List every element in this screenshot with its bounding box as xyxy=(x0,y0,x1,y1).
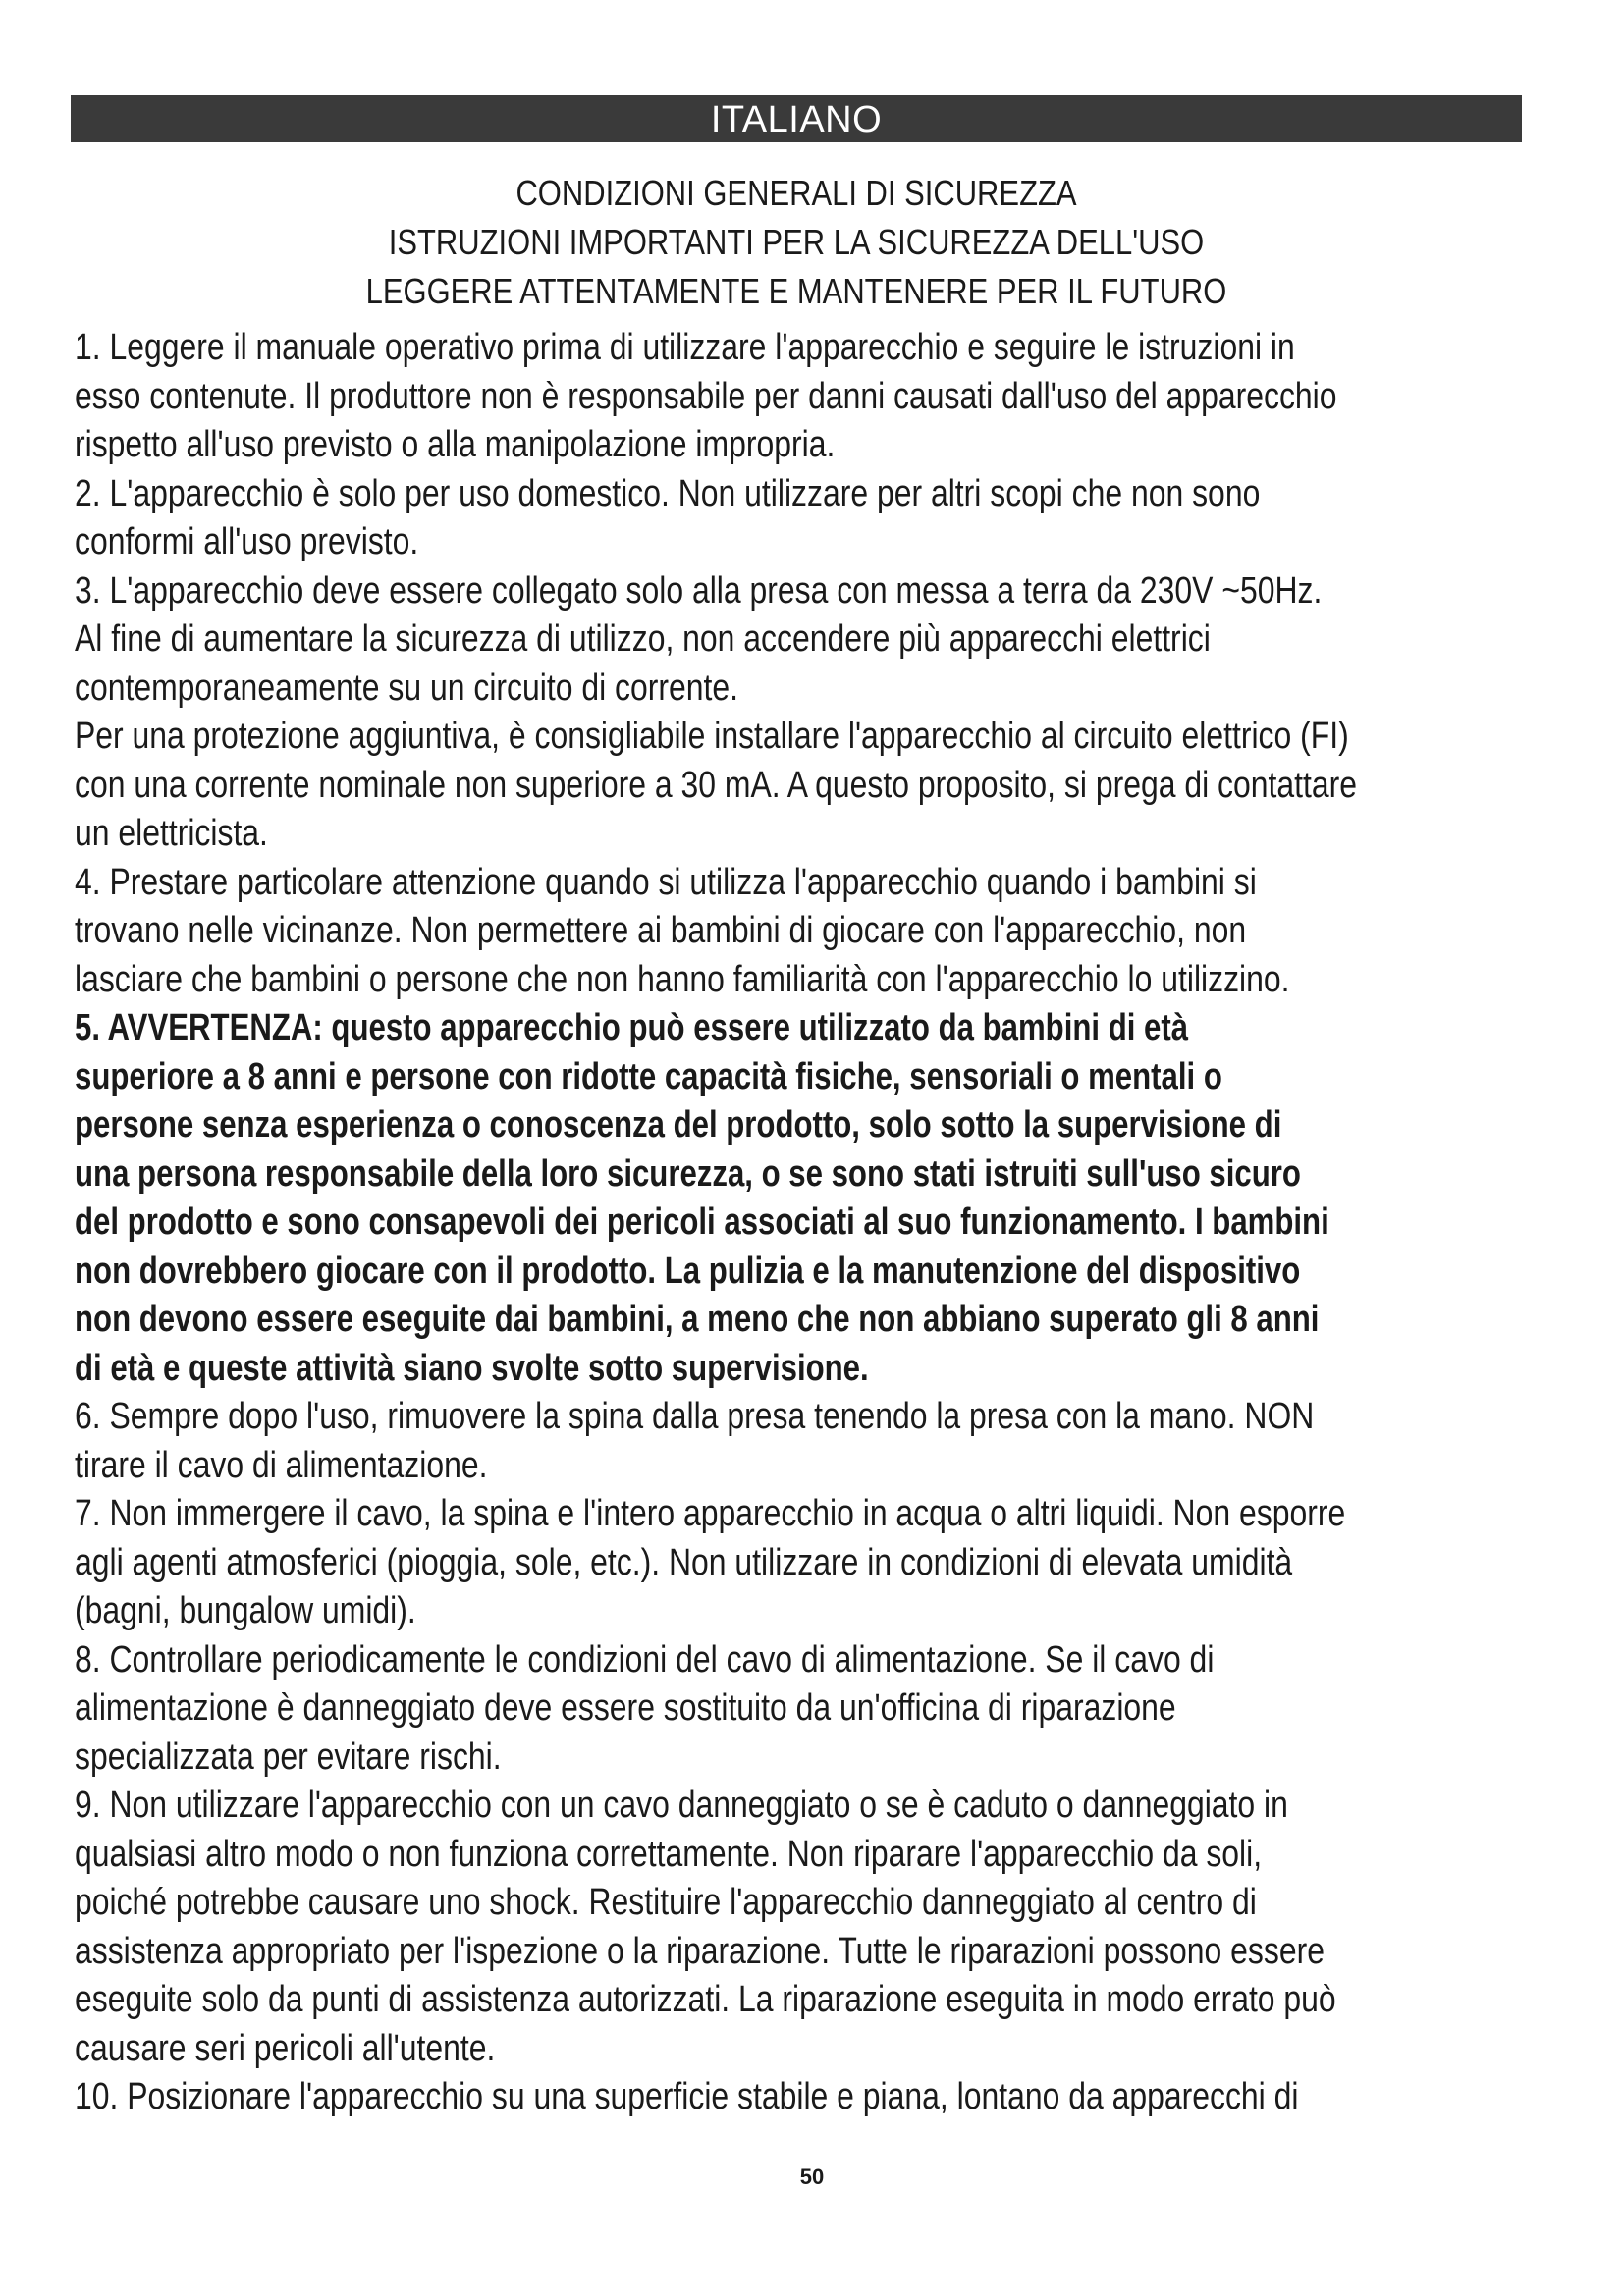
warning-text-line: non devono essere eseguite dai bambini, a meno che non abbiano superato gli 8 anni xyxy=(75,1299,1320,1340)
heading-general-safety: CONDIZIONI GENERALI DI SICUREZZA xyxy=(515,173,1077,213)
instruction-text-line: 4. Prestare particolare attenzione quando si utilizza l'apparecchio quando i bambini si xyxy=(75,861,1257,903)
instruction-text-line: 7. Non immergere il cavo, la spina e l'intero apparecchio in acqua o altri liquidi. Non esporre xyxy=(75,1493,1346,1534)
instruction-text-line: qualsiasi altro modo o non funziona correttamente. Non riparare l'apparecchio da soli, xyxy=(75,1833,1263,1875)
instruction-text-line: trovano nelle vicinanze. Non permettere ai bambini di giocare con l'apparecchio, non xyxy=(75,910,1247,951)
warning-text-line: superiore a 8 anni e persone con ridotte capacità fisiche, sensoriali o mentali o xyxy=(75,1055,1222,1097)
instruction-text-line: agli agenti atmosferici (pioggia, sole, etc.). Non utilizzare in condizioni di elevata umidità xyxy=(75,1541,1293,1583)
instruction-text-line: esso contenute. Il produttore non è responsabile per danni causati dall'uso del apparecchio xyxy=(75,375,1337,417)
instruction-text-line: rispetto all'uso previsto o alla manipolazione impropria. xyxy=(75,424,836,465)
language-banner: ITALIANO xyxy=(71,95,1522,142)
instruction-text-line: lasciare che bambini o persone che non hanno familiarità con l'apparecchio lo utilizzino. xyxy=(75,958,1290,1000)
warning-text-line: una persona responsabile della loro sicurezza, o se sono stati istruiti sull'uso sicuro xyxy=(75,1152,1301,1195)
instruction-text-line: 6. Sempre dopo l'uso, rimuovere la spina dalla presa tenendo la presa con la mano. NON xyxy=(75,1396,1315,1437)
instruction-text-line: Per una protezione aggiuntiva, è consigliabile installare l'apparecchio al circuito elettrico (FI) xyxy=(75,716,1349,757)
instruction-text-line: con una corrente nominale non superiore a 30 mA. A questo proposito, si prega di contattare xyxy=(75,764,1358,806)
instruction-text-line: un elettricista. xyxy=(75,813,268,854)
instruction-text-line: 8. Controllare periodicamente le condizioni del cavo di alimentazione. Se il cavo di xyxy=(75,1638,1215,1681)
instruction-text-line: (bagni, bungalow umidi). xyxy=(75,1590,416,1631)
warning-text-line: del prodotto e sono consapevoli dei pericoli associati al suo funzionamento. I bambini xyxy=(75,1201,1329,1243)
warning-text-line: di età e queste attività siano svolte sotto supervisione. xyxy=(75,1347,869,1389)
instruction-text-line: 9. Non utilizzare l'apparecchio con un cavo danneggiato o se è caduto o danneggiato in xyxy=(75,1785,1288,1826)
warning-text-line: non dovrebbero giocare con il prodotto. La pulizia e la manutenzione del dispositivo xyxy=(75,1250,1301,1292)
instruction-text-line: Al fine di aumentare la sicurezza di utilizzo, non accendere più apparecchi elettrici xyxy=(75,618,1211,660)
instruction-text-line: specializzata per evitare rischi. xyxy=(75,1735,502,1778)
safety-instructions-body xyxy=(75,324,1567,2122)
instruction-text-line: poiché potrebbe causare uno shock. Restituire l'apparecchio danneggiato al centro di xyxy=(75,1882,1257,1923)
heading-read-carefully: LEGGERE ATTENTAMENTE E MANTENERE PER IL FUTURO xyxy=(365,271,1227,311)
instruction-text-line: assistenza appropriato per l'ispezione o la riparazione. Tutte le riparazioni possono essere xyxy=(75,1930,1325,1972)
warning-text-line: 5. AVVERTENZA: questo apparecchio può essere utilizzato da bambini di età xyxy=(75,1007,1189,1048)
section-headings xyxy=(71,169,1522,316)
instruction-text-line: 2. L'apparecchio è solo per uso domestico. Non utilizzare per altri scopi che non sono xyxy=(75,472,1261,514)
heading-important-instructions: ISTRUZIONI IMPORTANTI PER LA SICUREZZA DELL'USO xyxy=(388,222,1205,262)
instruction-text-line: 3. L'apparecchio deve essere collegato solo alla presa con messa a terra da 230V ~50Hz. xyxy=(75,569,1323,612)
instruction-text-line: tirare il cavo di alimentazione. xyxy=(75,1444,488,1486)
instruction-text-line: causare seri pericoli all'utente. xyxy=(75,2027,496,2069)
warning-text-line: persone senza esperienza o conoscenza del prodotto, solo sotto la supervisione di xyxy=(75,1104,1282,1146)
instruction-text-line: alimentazione è danneggiato deve essere sostituito da un'officina di riparazione xyxy=(75,1687,1176,1729)
page-number: 50 xyxy=(799,2164,825,2189)
instruction-text-line: conformi all'uso previsto. xyxy=(75,521,419,562)
instruction-text-line: 1. Leggere il manuale operativo prima di utilizzare l'apparecchio e seguire le istruzioni in xyxy=(75,327,1295,368)
instruction-text-line: contemporaneamente su un circuito di corrente. xyxy=(75,667,739,709)
instruction-text-line: 10. Posizionare l'apparecchio su una superficie stabile e piana, lontano da apparecchi di xyxy=(75,2076,1299,2117)
instruction-text-line: eseguite solo da punti di assistenza autorizzati. La riparazione eseguita in modo errato può xyxy=(75,1979,1336,2020)
